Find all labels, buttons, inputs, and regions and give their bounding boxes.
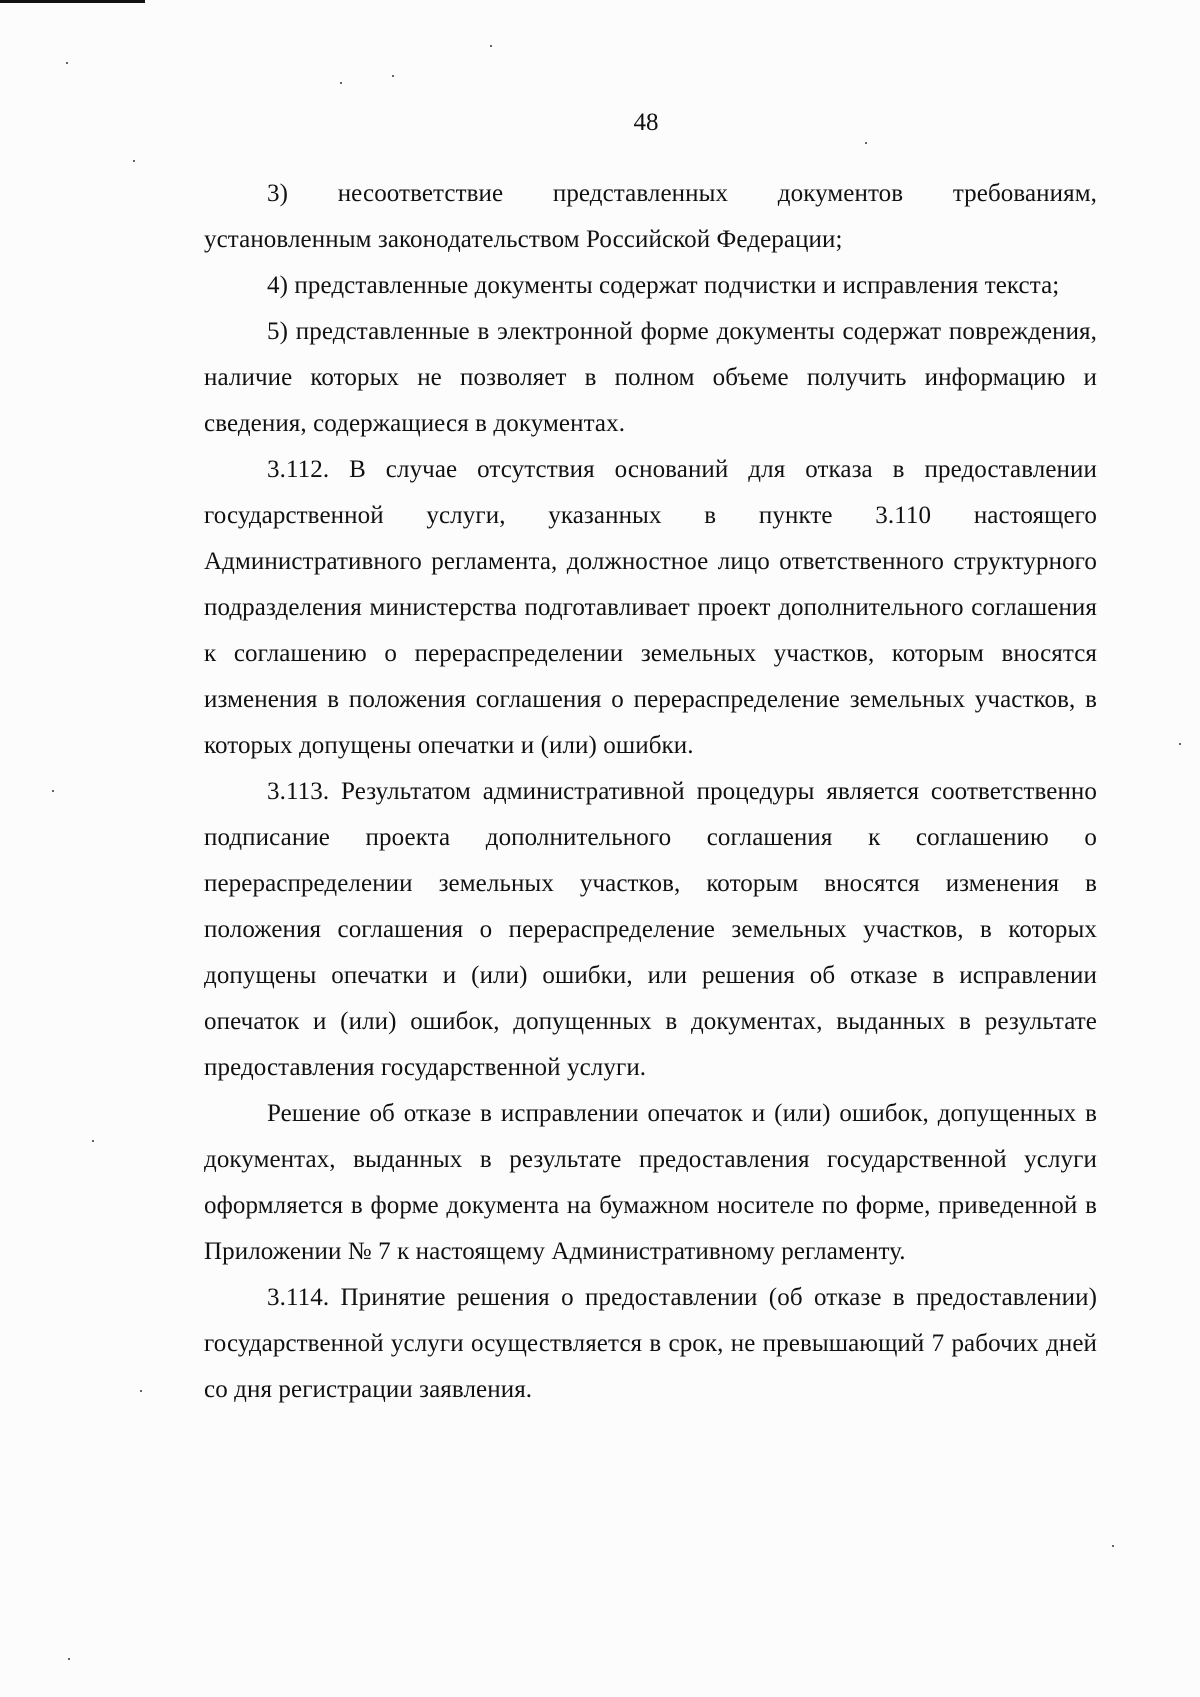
document-body — [204, 171, 1097, 1413]
scan-speck — [1179, 743, 1181, 745]
paragraph-refusal-decision: Решение об отказе в исправлении опечаток и (или) ошибок, допущенных в документах, выданных в результате предоставления государственной услуги оформляется в форме документа на бумажном носителе по форме, приведенной в Приложении № 7 к настоящему Административному регламенту. — [204, 1100, 1097, 1265]
scan-edge-mark — [0, 0, 145, 3]
scan-speck — [1112, 1545, 1114, 1547]
paragraph-3-112: 3.112. В случае отсутствия оснований для отказа в предоставлении государственной услуги, указанных в пункте 3.110 настоящего Административного регламента, должностное лицо ответственного структурного подразделения министерства подготавливает проект дополнительного соглашения к соглашению о перераспределении земельных участков, которым вносятся изменения в положения соглашения о перераспределение земельных участков, в которых допущены опечатки и (или) ошибки. — [204, 456, 1097, 759]
scan-speck — [133, 160, 135, 162]
scan-speck — [66, 62, 68, 64]
scan-speck — [490, 45, 492, 47]
paragraph-3-113: 3.113. Результатом административной процедуры является соответственно подписание проекта дополнительного соглашения к соглашению о перераспределении земельных участков, которым вносятся изменения в положения соглашения о перераспределение земельных участков, в которых допущены опечатки и (или) ошибки, или решения об отказе в исправлении опечаток и (или) ошибок, допущенных в документах, выданных в результате предоставления государственной услуги. — [204, 778, 1097, 1081]
scan-speck — [140, 1390, 142, 1392]
scan-speck — [92, 1140, 94, 1142]
page-number: 48 — [633, 109, 659, 136]
scan-speck — [52, 790, 54, 792]
scan-speck — [392, 75, 394, 77]
scan-speck — [865, 142, 867, 144]
paragraph-item-3: 3) несоответствие представленных документов требованиям, установленным законодательством Российской Федерации; — [204, 180, 1097, 253]
paragraph-item-5: 5) представленные в электронной форме документы содержат повреждения, наличие которых не позволяет в полном объеме получить информацию и сведения, содержащиеся в документах. — [204, 318, 1097, 437]
paragraph-3-114: 3.114. Принятие решения о предоставлении (об отказе в предоставлении) государственной услуги осуществляется в срок, не превышающий 7 рабочих дней со дня регистрации заявления. — [204, 1284, 1097, 1403]
paragraph-item-4: 4) представленные документы содержат подчистки и исправления текста; — [267, 272, 1060, 299]
scan-speck — [68, 1658, 70, 1660]
scan-speck — [340, 82, 342, 84]
